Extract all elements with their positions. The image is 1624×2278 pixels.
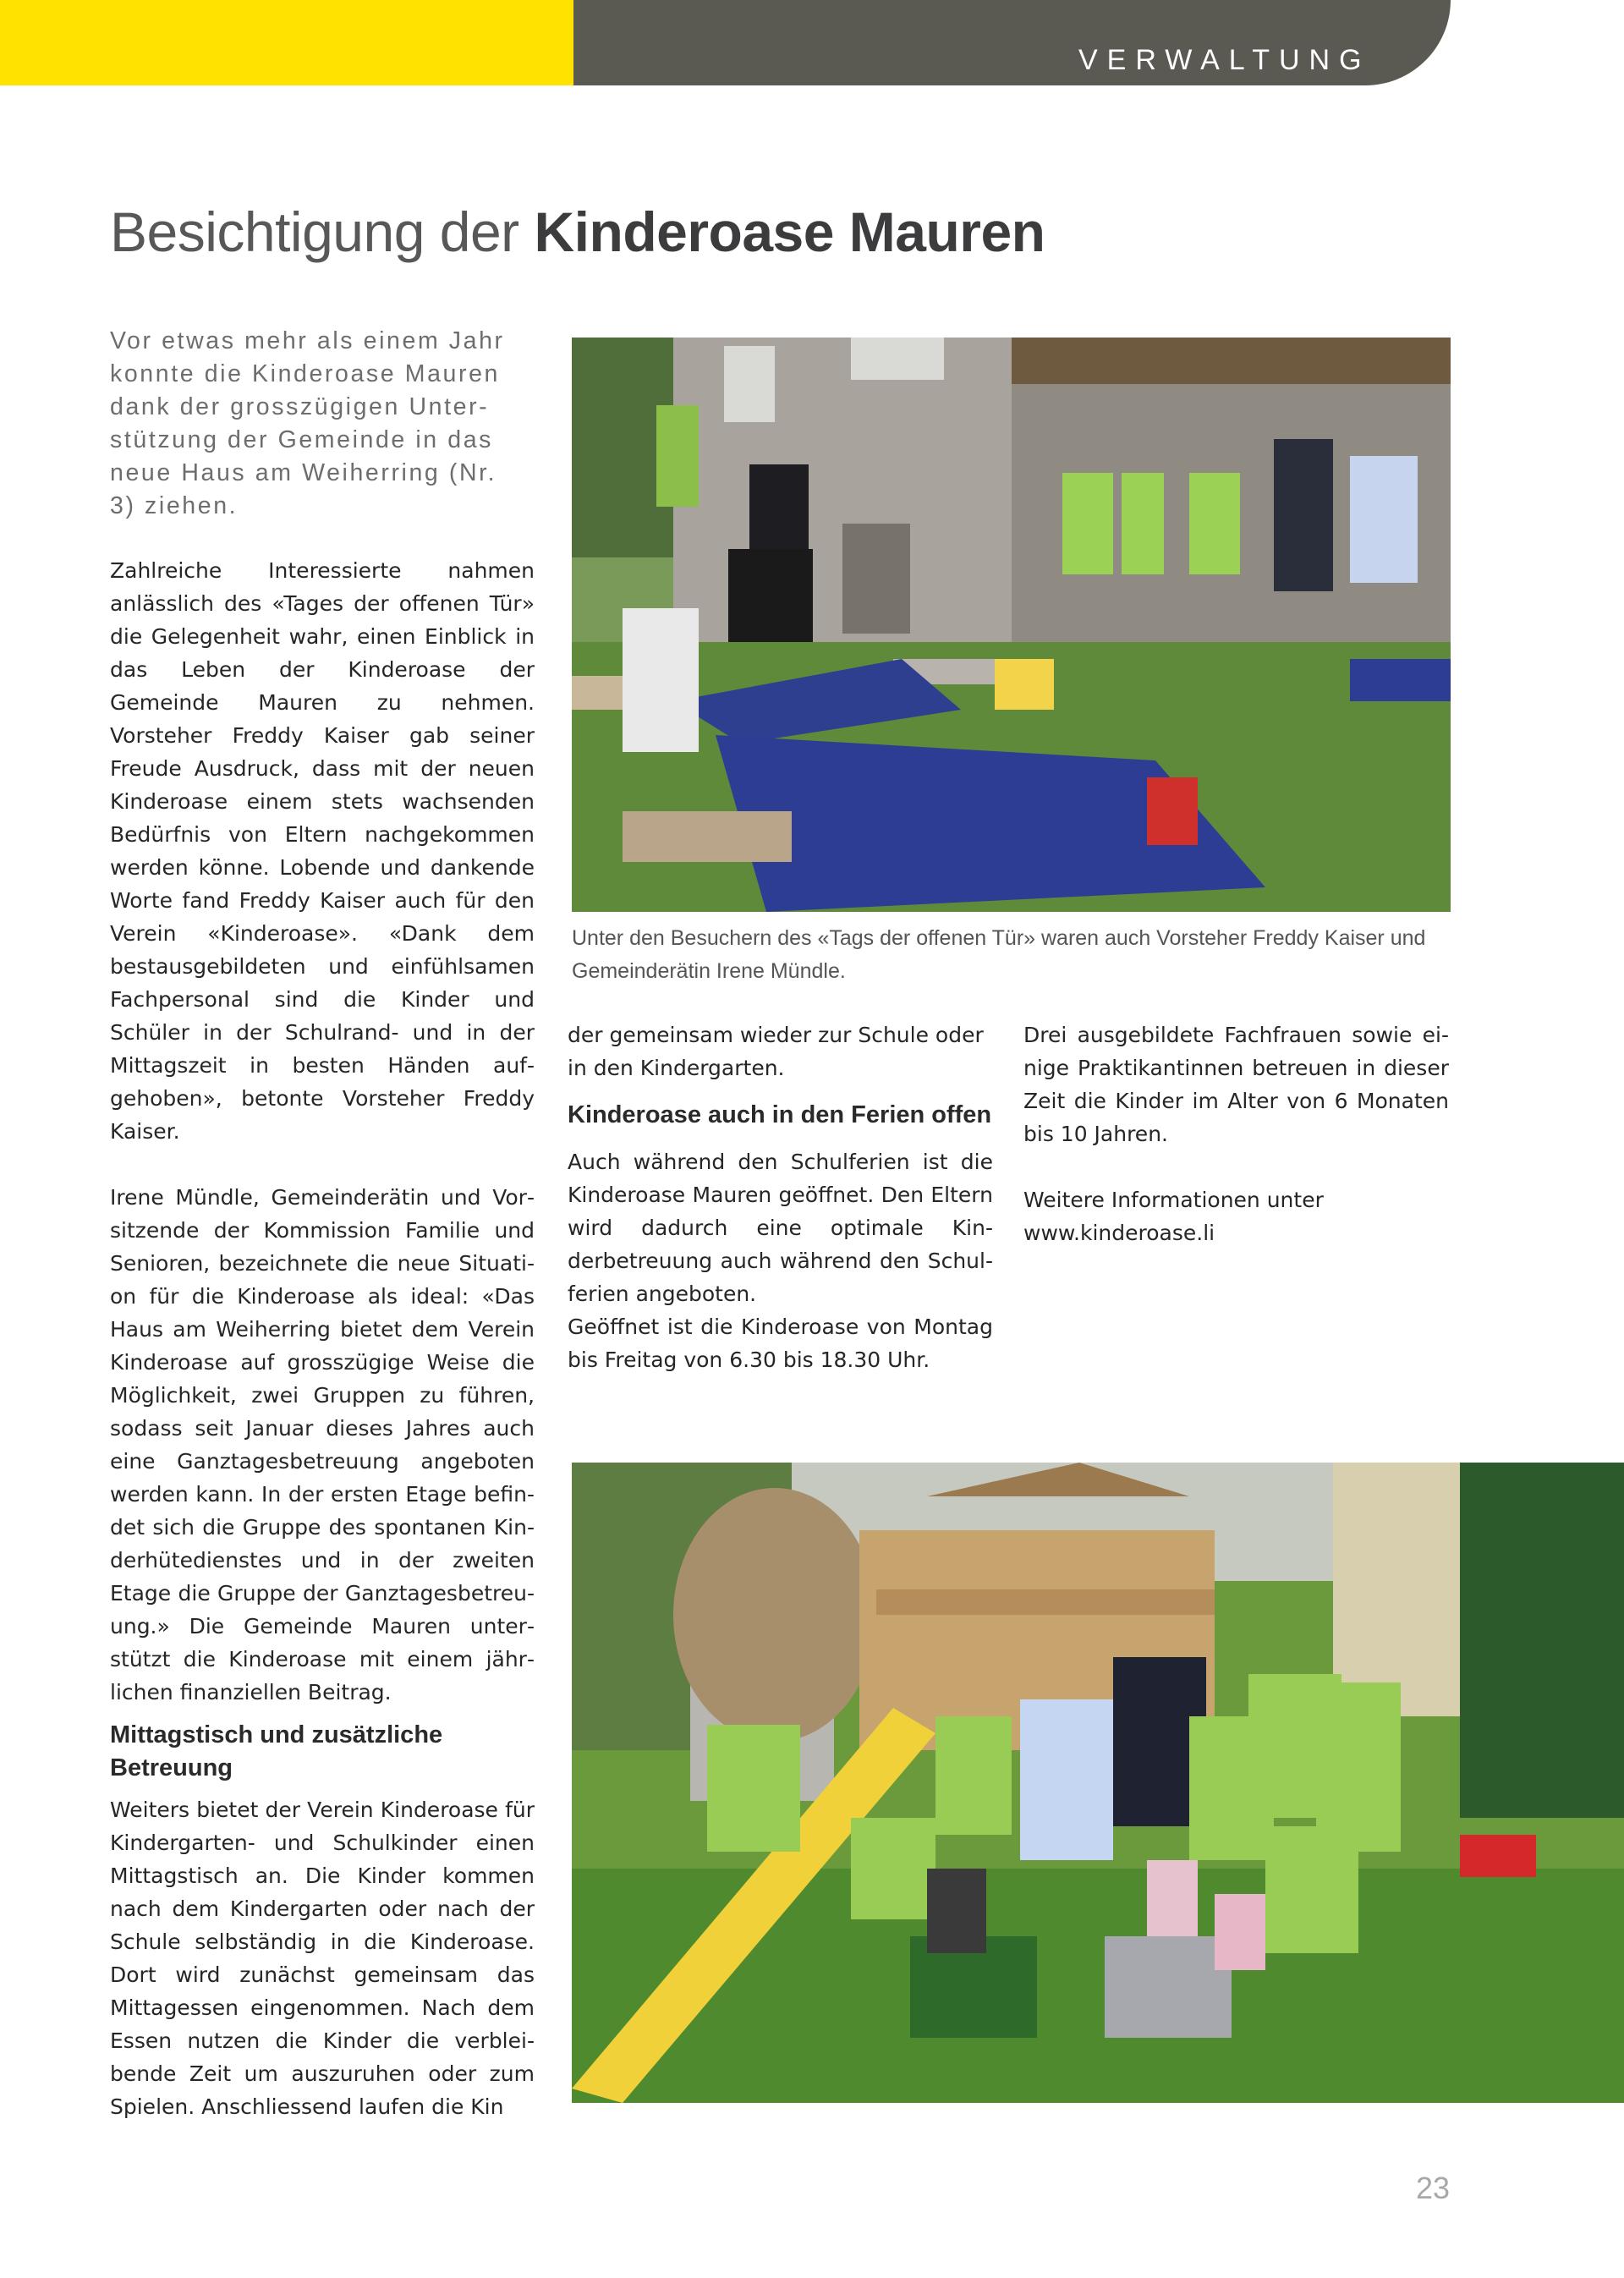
paragraph-irene-muendle: Irene Mündle, Gemeinderätin und Vorsitzende der Kommission Familie und Senioren, bezeichnete die neue Situation für die Kinderoase als ideal: «Das Haus am Weiherring bietet dem Verein Kinderoase auf grosszügige Weise die Möglichkeit, zwei Gruppen zu führen, sodass seit Januar dieses Jahres auch eine Ganztagesbetreuung angeboten werden kann. In der ersten Etage befindet sich die Gruppe des spontanen Kinderhütedienstes und in der zweiten Etage die Gruppe der Ganztagesbetreuung.» Die Gemeinde Mauren unterstützt die Kinderoase mit einem jährlichen finanziellen Beitrag. [110,1185,535,1704]
paragraph-staff: Drei ausgebildete Fachfrauen sowie einige Praktikantinnen betreuen in dieser Zeit die Kinder im Alter von 6 Monaten bis 10 Jahren. [1023,1023,1449,1146]
page-number: 23 [1416,2171,1451,2205]
paragraph-continued: der gemeinsam wieder zur Schule oder in den Kindergarten. [568,1023,984,1080]
article-title [110,200,1045,264]
paragraph-ferien: Auch während den Schulferien ist die Kinderoase Mauren geöffnet. Den Eltern wird dadurch eine optimale Kinderbetreuung auch während den Schulferien angeboten. [568,1150,993,1306]
photo-garden-group [572,1463,1624,2103]
lead-paragraph: Vor etwas mehr als einem Jahr konnte die Kinderoase Mauren dank der grosszügigen Unterstützung der Gemeinde in das neue Haus am Weiherring (Nr. 3) ziehen. [110,327,505,519]
title-light: Besichtigung der [110,200,535,263]
header-yellow-band [0,0,573,85]
paragraph-more-info: Weitere Informationen unter www.kinderoase.li [1023,1188,1324,1245]
paragraph-mittagstisch: Weiters bietet der Verein Kinderoase für Kindergarten- und Schulkinder einen Mittagstisch an. Die Kinder kommen nach dem Kindergarten oder nach der Schule selbständig in die Kinderoase. Dort wird zunächst gemeinsam das Mittagessen eingenommen. Nach dem Essen nutzen die Kinder die verbleibende Zeit um auszuruhen oder zum Spielen. Anschliessend laufen die Kin [110,1798,535,2119]
heading-mittagstisch: Mittagstisch und zusätzliche Betreuung [110,1721,443,1781]
text-column-2 [568,1018,993,1376]
text-column-3 [1023,1018,1449,1249]
photo-open-day [572,338,1451,912]
heading-ferien: Kinderoase auch in den Ferien offen [568,1101,992,1128]
paragraph-opening-hours: Geöffnet ist die Kinderoase von Montag bis Freitag von 6.30 bis 18.30 Uhr. [568,1315,993,1372]
section-label: VERWALTUNG [1078,44,1371,76]
paragraph-open-day: Zahlreiche Interessierte nahmen anlässlich des «Tages der offenen Tür» die Gelegenheit wahr, einen Einblick in das Leben der Kinderoase der Gemeinde Mauren zu nehmen. Vorsteher Freddy Kaiser gab seiner Freude Ausdruck, dass mit der neuen Kinderoase einem stets wachsenden Bedürfnis von Eltern nachgekommen werden könne. Lobende und dankende Worte fand Freddy Kaiser auch für den Verein «Kinderoase». «Dank dem bestausgebildeten und einfühlsamen Fachpersonal sind die Kinder und Schüler in der Schulrand- und in der Mittagszeit in besten Händen aufgehoben», betonte Vorsteher Freddy Kaiser. [110,558,535,1144]
photo-caption: Unter den Besuchern des «Tags der offenen Tür» waren auch Vorsteher Freddy Kaiser und Gemeinderätin Irene Mündle. [572,926,1426,983]
text-column-1 [110,554,535,2123]
title-bold: Kinderoase Mauren [534,200,1045,263]
